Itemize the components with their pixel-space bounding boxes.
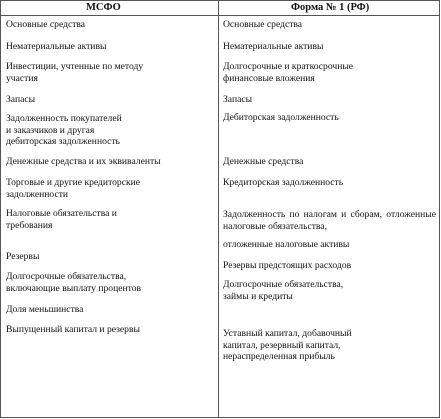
right-item-receivables: Дебиторская задолженность [223, 112, 339, 123]
right-item-long-term-loans: Долгосрочные обязательства, займы и кредиты [223, 279, 344, 302]
left-item-inventory: Запасы [6, 94, 36, 105]
column-divider [218, 1, 219, 418]
left-item-receivables: Задолженность покупателей и заказчиков и другая дебиторская задолженность [6, 113, 122, 147]
left-item-equity-investments: Инвестиции, учтенные по методу участия [6, 61, 144, 84]
left-item-long-term-liabilities: Долгосрочные обязательства, включающие выплату процентов [6, 271, 142, 294]
right-item-inventory: Запасы [223, 94, 253, 105]
right-item-fixed-assets: Основные средства [223, 19, 303, 30]
right-item-payables: Кредиторская задолженность [223, 177, 344, 188]
header-form1-rf: Форма № 1 (РФ) [291, 2, 370, 13]
right-item-deferred-tax-assets: отложенные налоговые активы [223, 239, 350, 250]
left-item-fixed-assets: Основные средства [6, 19, 86, 30]
left-item-trade-payables: Торговые и другие кредиторские задолженности [6, 177, 141, 200]
left-item-intangible-assets: Нематериальные активы [6, 41, 107, 52]
left-item-cash: Денежные средства и их эквиваленты [6, 156, 161, 167]
right-item-tax-liabilities: Задолженность по налогам и сборам, отложенные налоговые обязательства, [223, 209, 436, 232]
right-item-capital: Уставный капитал, добавочный капитал, резервный капитал, нераспределенная прибыль [223, 328, 352, 362]
header-ifrs: МСФО [86, 2, 121, 13]
left-item-issued-capital: Выпущенный капитал и резервы [6, 324, 140, 335]
left-item-minority-interest: Доля меньшинства [6, 304, 84, 315]
left-item-provisions: Резервы [6, 251, 40, 262]
left-item-tax-liabilities: Налоговые обязательства и требования [6, 208, 117, 231]
right-item-financial-investments: Долгосрочные и краткосрочные финансовые вложения [223, 61, 354, 84]
header-divider [1, 15, 439, 16]
right-item-cash: Денежные средства [223, 156, 304, 167]
right-item-intangible-assets: Нематериальные активы [223, 41, 324, 52]
right-item-provisions: Резервы предстоящих расходов [223, 260, 352, 271]
